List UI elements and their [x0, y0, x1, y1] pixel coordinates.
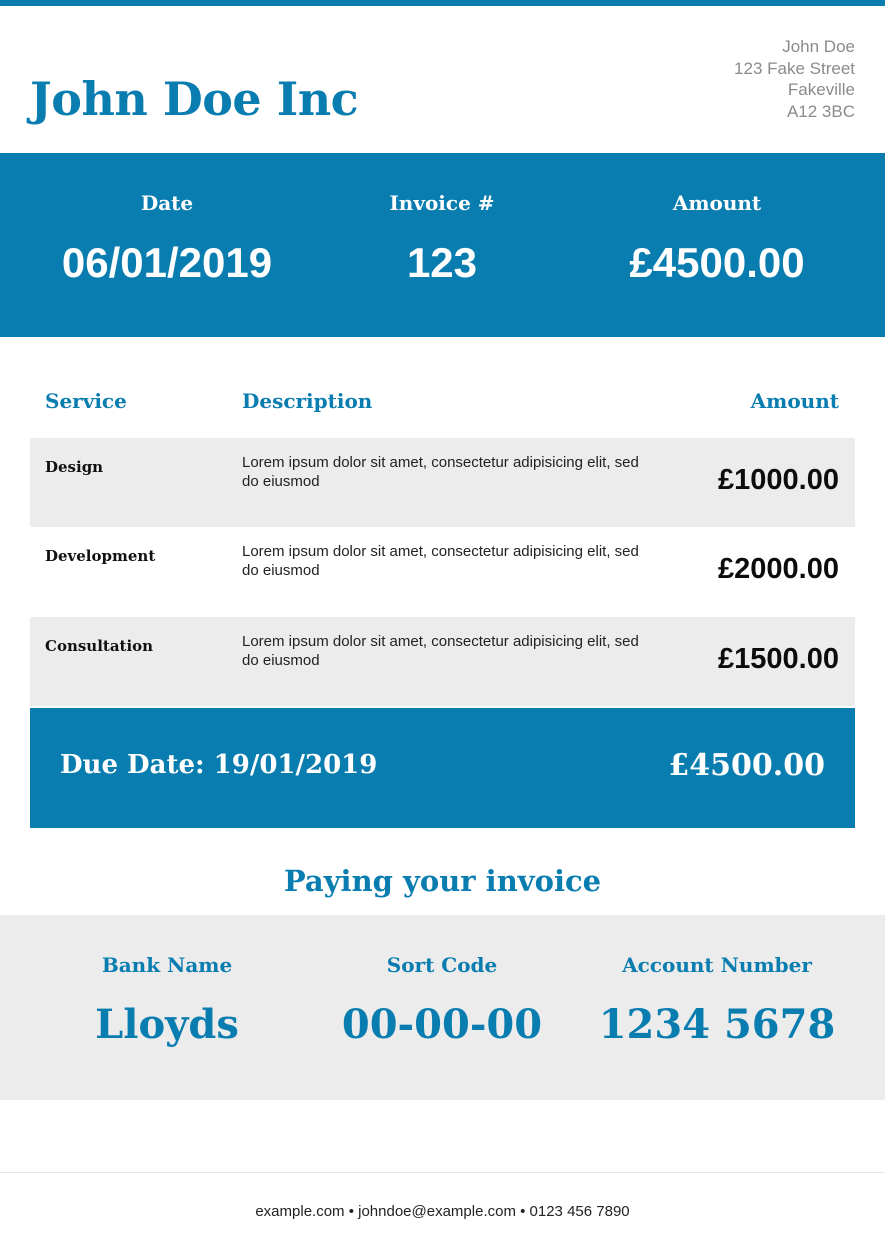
invoice-number-value: 123	[406, 239, 478, 286]
table-row	[30, 438, 855, 527]
address-line-postcode: A12 3BC	[786, 101, 855, 121]
invoice-number-label: Invoice #	[389, 191, 495, 215]
column-header-amount: Amount	[750, 389, 839, 413]
row-service: Design	[45, 458, 104, 476]
bank-name-label: Bank Name	[101, 953, 233, 977]
date-value: 06/01/2019	[61, 239, 273, 286]
top-accent-strip	[0, 0, 885, 6]
row-description: Lorem ipsum dolor sit amet, consectetur adipisicing elit, sed do eiusmod	[242, 454, 639, 490]
company-name: John Doe Inc	[30, 72, 359, 126]
account-number-label: Account Number	[622, 953, 812, 977]
amount-label: Amount	[672, 191, 762, 215]
due-date-label: Due Date: 19/01/2019	[60, 750, 378, 780]
row-description: Lorem ipsum dolor sit amet, consectetur adipisicing elit, sed do eiusmod	[242, 543, 639, 579]
payment-section-title: Paying your invoice	[283, 864, 602, 898]
footer-divider	[0, 1172, 885, 1173]
account-number-value: 1234 5678	[598, 1001, 836, 1048]
address-line-name: John Doe	[782, 37, 855, 56]
table-row	[30, 527, 855, 616]
sort-code-value: 00-00-00	[341, 1001, 543, 1048]
due-date-bar	[30, 708, 855, 828]
table-row	[30, 617, 855, 706]
address-line-street: 123 Fake Street	[734, 58, 855, 78]
column-header-service: Service	[45, 389, 127, 413]
address-line-town: Fakeville	[787, 80, 855, 99]
row-amount: £1000.00	[718, 464, 839, 496]
sender-address	[734, 36, 855, 122]
payment-details-panel	[0, 915, 885, 1100]
row-amount: £2000.00	[718, 553, 839, 585]
row-service: Consultation	[45, 637, 154, 655]
row-service: Development	[45, 547, 156, 565]
column-header-description: Description	[242, 389, 373, 413]
row-description: Lorem ipsum dolor sit amet, consectetur adipisicing elit, sed do eiusmod	[242, 633, 639, 669]
due-total: £4500.00	[668, 748, 825, 783]
row-amount: £1500.00	[718, 643, 839, 675]
bank-name-value: Lloyds	[95, 1001, 239, 1048]
invoice-summary-band	[0, 153, 885, 337]
amount-value: £4500.00	[629, 239, 805, 286]
date-label: Date	[140, 191, 194, 215]
sort-code-label: Sort Code	[386, 953, 498, 977]
footer-contact: example.com • johndoe@example.com • 0123 456 7890	[255, 1203, 630, 1220]
